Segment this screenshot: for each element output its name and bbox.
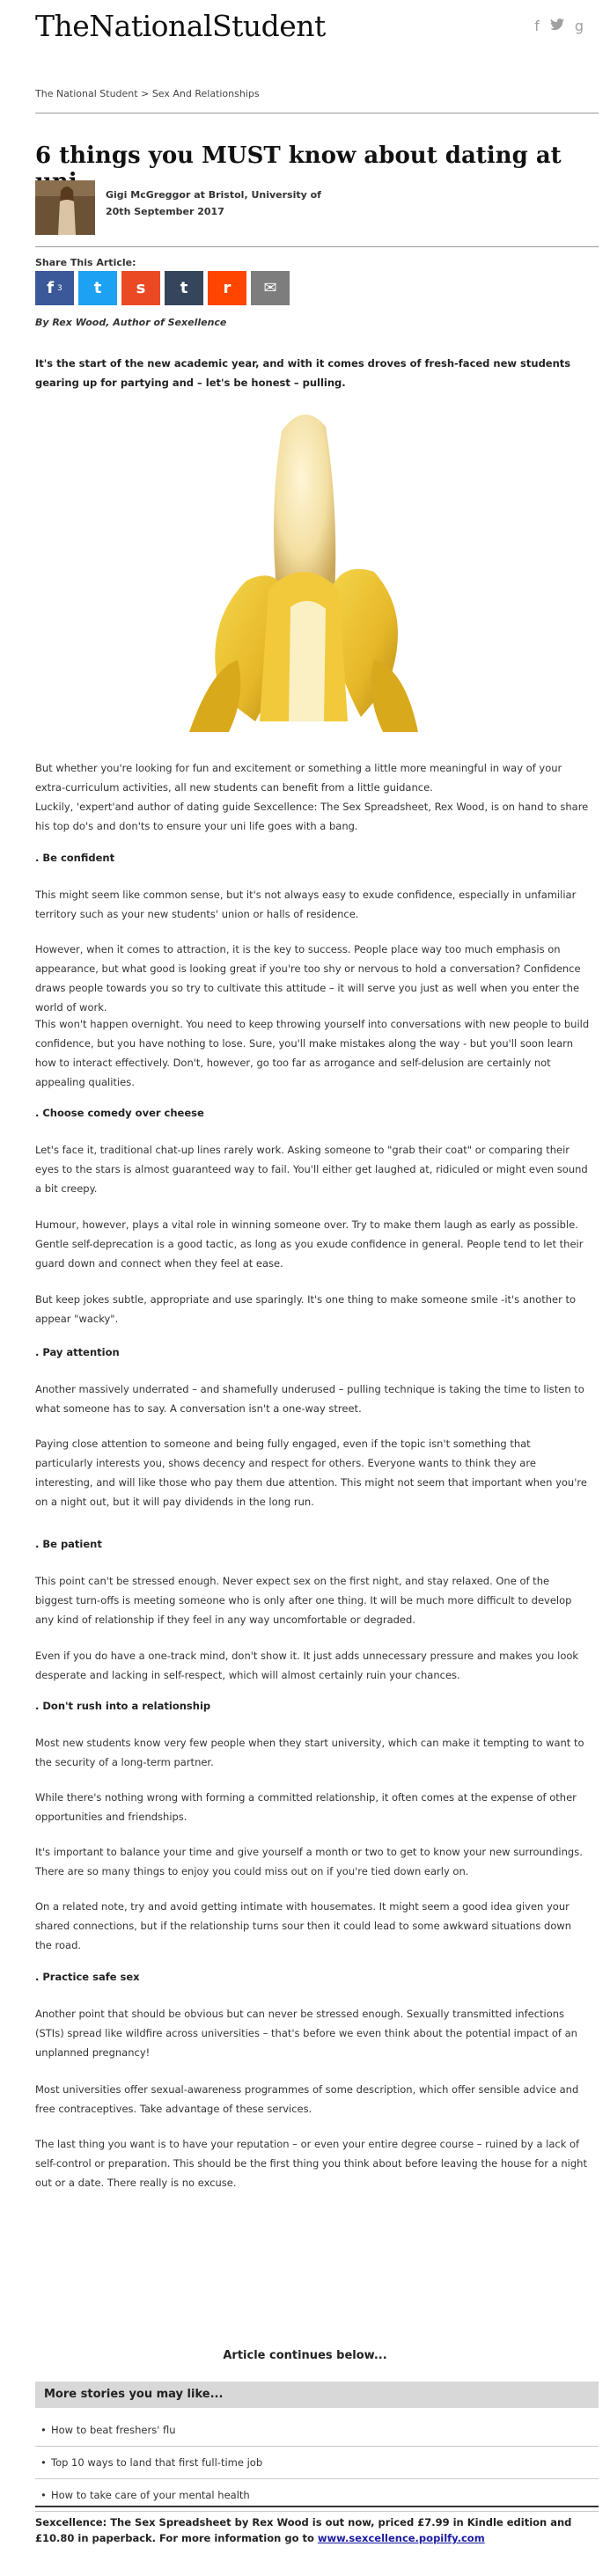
stumbleupon-icon: s bbox=[136, 279, 146, 297]
share-count: 3 bbox=[57, 283, 62, 293]
logo-national: National bbox=[89, 9, 213, 43]
header-social-links bbox=[534, 18, 584, 34]
share-label: Share This Article: bbox=[35, 257, 136, 268]
section-heading: . Choose comedy over cheese bbox=[35, 1107, 204, 1119]
facebook-icon: f bbox=[47, 279, 55, 297]
breadcrumb bbox=[35, 88, 260, 99]
section-heading: . Be confident bbox=[35, 852, 115, 864]
author-divider bbox=[35, 246, 599, 247]
section-heading: . Pay attention bbox=[35, 1346, 120, 1358]
tumblr-share-button[interactable] bbox=[165, 271, 203, 305]
paragraph: Even if you do have a one-track mind, don't show it. It just adds unnecessary pressure and makes you look desperate and lacking in self-respect, which will almost certainly ruin your chances. bbox=[35, 1650, 579, 1681]
paragraph: Let's face it, traditional chat-up lines rarely work. Asking someone to "grab their coat" or comparing their eyes to the stars is almost guaranteed way to fail. You'll either get laughed at, ridiculed or might even sound a bit creepy. bbox=[35, 1144, 588, 1195]
paragraph: This won't happen overnight. You need to keep throwing yourself into conversations with new people to build confidence, but you have nothing to lose. Sure, you'll make mistakes along the way - but you'll soon learn how to interact effectively. Don't, however, go too far as arrogance and self-delusion are certainly not appealing qualities. bbox=[35, 1018, 590, 1088]
article-continues-label: Article continues below... bbox=[223, 2349, 387, 2362]
more-stories-title: More stories you may like... bbox=[44, 2388, 224, 2401]
facebook-share-button[interactable] bbox=[35, 271, 74, 305]
section-heading: . Don't rush into a relationship bbox=[35, 1700, 211, 1712]
google-plus-icon[interactable]: g bbox=[574, 18, 584, 34]
more-stories-list bbox=[35, 2414, 599, 2512]
author-name[interactable]: Gigi McGreggor at Bristol, University of bbox=[106, 189, 321, 201]
paragraph: Most universities offer sexual-awareness programmes of some description, which offer sensible advice and free contraceptives. Take advantage of these services. bbox=[35, 2083, 579, 2115]
article-title: 6 things you MUST know about dating at bbox=[35, 143, 562, 169]
article-image bbox=[185, 405, 423, 732]
paragraph: Luckily, 'expert'and author of dating guide Sexcellence: The Sex Spreadsheet, Rex Wood, is on hand to share his top do's and don'ts to ensure your uni life goes with a bang. bbox=[35, 801, 589, 832]
twitter-icon: t bbox=[93, 279, 102, 297]
site-logo[interactable] bbox=[35, 9, 326, 51]
footer-link[interactable]: www.sexcellence.popilfy.com bbox=[317, 2532, 485, 2544]
article-byline: By Rex Wood, Author of Sexellence bbox=[35, 317, 227, 328]
breadcrumb-section-link[interactable]: Sex And Relationships bbox=[151, 88, 260, 99]
list-item[interactable]: • How to beat freshers' flu bbox=[35, 2414, 599, 2447]
tumblr-icon: t bbox=[180, 279, 188, 297]
paragraph: But keep jokes subtle, appropriate and use sparingly. It's one thing to make someone smile -it's another to appear "wacky". bbox=[35, 1293, 577, 1325]
paragraph: Most new students know very few people when they start university, which can make it tempting to want to the security of a long-term partner. bbox=[35, 1737, 584, 1768]
reddit-share-button[interactable] bbox=[208, 271, 246, 305]
paragraph: However, when it comes to attraction, it is the key to success. People place way too much emphasis on appearance, but what good is looking great if you're too shy or nervous to hold a conversation? Confidence draws people towards you so try to cultivate this attitude – it will serve you just as well when you enter the world of work. bbox=[35, 943, 581, 1014]
paragraph: While there's nothing wrong with forming a committed relationship, it often comes at the expense of other opportunities and friendships. bbox=[35, 1791, 577, 1823]
footer-text: Sexcellence: The Sex Spreadsheet by Rex Wood is out now, priced £7.99 in Kindle edition and £10.80 in paperback. For more information go to bbox=[35, 2516, 572, 2544]
paragraph: Another massively underrated – and shamefully underused – pulling technique is taking the time to listen to what someone has to say. A conversation isn't a one-way street. bbox=[35, 1383, 584, 1415]
logo-student: Student bbox=[212, 9, 326, 43]
facebook-icon[interactable]: f bbox=[534, 18, 540, 34]
reddit-icon: r bbox=[223, 279, 232, 297]
paragraph: It's important to balance your time and give yourself a month or two to get to know your new surroundings. There are so many things to enjoy you could miss out on if you're tied down early on. bbox=[35, 1846, 583, 1877]
paragraph: On a related note, try and avoid getting intimate with housemates. It might seem a good idea given your shared connections, but if the relationship turns sour then it could lead to some awkward situations down the road. bbox=[35, 1900, 572, 1951]
footer-divider bbox=[35, 2506, 599, 2507]
author-photo bbox=[35, 180, 95, 235]
paragraph: This might seem like common sense, but it's not always easy to exude confidence, especially in unfamiliar territory such as your new students' union or halls of residence. bbox=[35, 889, 577, 920]
author-meta bbox=[106, 187, 321, 220]
breadcrumb-separator: > bbox=[141, 88, 150, 99]
stumbleupon-share-button[interactable] bbox=[121, 271, 160, 305]
twitter-icon[interactable] bbox=[550, 18, 564, 34]
paragraph: Humour, however, plays a vital role in winning someone over. Try to make them laugh as early as possible. Gentle self-deprecation is a good tactic, as long as you exude confidence in general. People tend to let their guard down and connect when they feel at ease. bbox=[35, 1218, 584, 1270]
list-item[interactable]: • How to take care of your mental health bbox=[35, 2479, 599, 2512]
article-intro: It's the start of the new academic year, and with it comes droves of fresh-faced new students gearing up for partying and – let's be honest – pulling. bbox=[35, 357, 571, 389]
more-stories-header bbox=[35, 2382, 599, 2408]
paragraph: Paying close attention to someone and being fully engaged, even if the topic isn't something that particularly interests you, shows decency and respect for others. Everyone wants to think they are interesting, and will like those who pay them due attention. This might not seem that important when you're on a night out, but it will pay dividends in the long run. bbox=[35, 1438, 587, 1508]
email-share-button[interactable] bbox=[251, 271, 290, 305]
paragraph: But whether you're looking for fun and excitement or something a little more meaningful in way of your extra-curriculum activities, all new students can benefit from a little guidance. bbox=[35, 762, 562, 794]
footer-note bbox=[35, 2514, 599, 2546]
paragraph: This point can't be stressed enough. Never expect sex on the first night, and stay relaxed. One of the biggest turn-offs is meeting someone who is only after one thing. It will be much more difficult to develop any kind of relationship if they feel in any way uncomfortable or degraded. bbox=[35, 1575, 572, 1626]
paragraph: Another point that should be obvious but can never be stressed enough. Sexually transmitted infections (STIs) spread like wildfire across universities – that's before we even think about the potential impact of an unplanned pregnancy! bbox=[35, 2008, 577, 2059]
paragraph: The last thing you want is to have your reputation – or even your entire degree course – ruined by a lack of self-control or preparation. This should be the first thing you think about before leaving the house for a night out or a date. There really is no excuse. bbox=[35, 2138, 587, 2189]
publish-date: 20th September 2017 bbox=[106, 206, 224, 217]
logo-the: The bbox=[35, 9, 90, 43]
email-icon: ✉ bbox=[263, 279, 277, 297]
twitter-share-button[interactable] bbox=[78, 271, 117, 305]
section-heading: . Practice safe sex bbox=[35, 1971, 140, 1983]
breadcrumb-home-link[interactable]: The National Student bbox=[35, 88, 138, 99]
list-item[interactable]: • Top 10 ways to land that first full-time job bbox=[35, 2447, 599, 2479]
section-heading: . Be patient bbox=[35, 1538, 102, 1550]
share-buttons bbox=[35, 271, 290, 305]
